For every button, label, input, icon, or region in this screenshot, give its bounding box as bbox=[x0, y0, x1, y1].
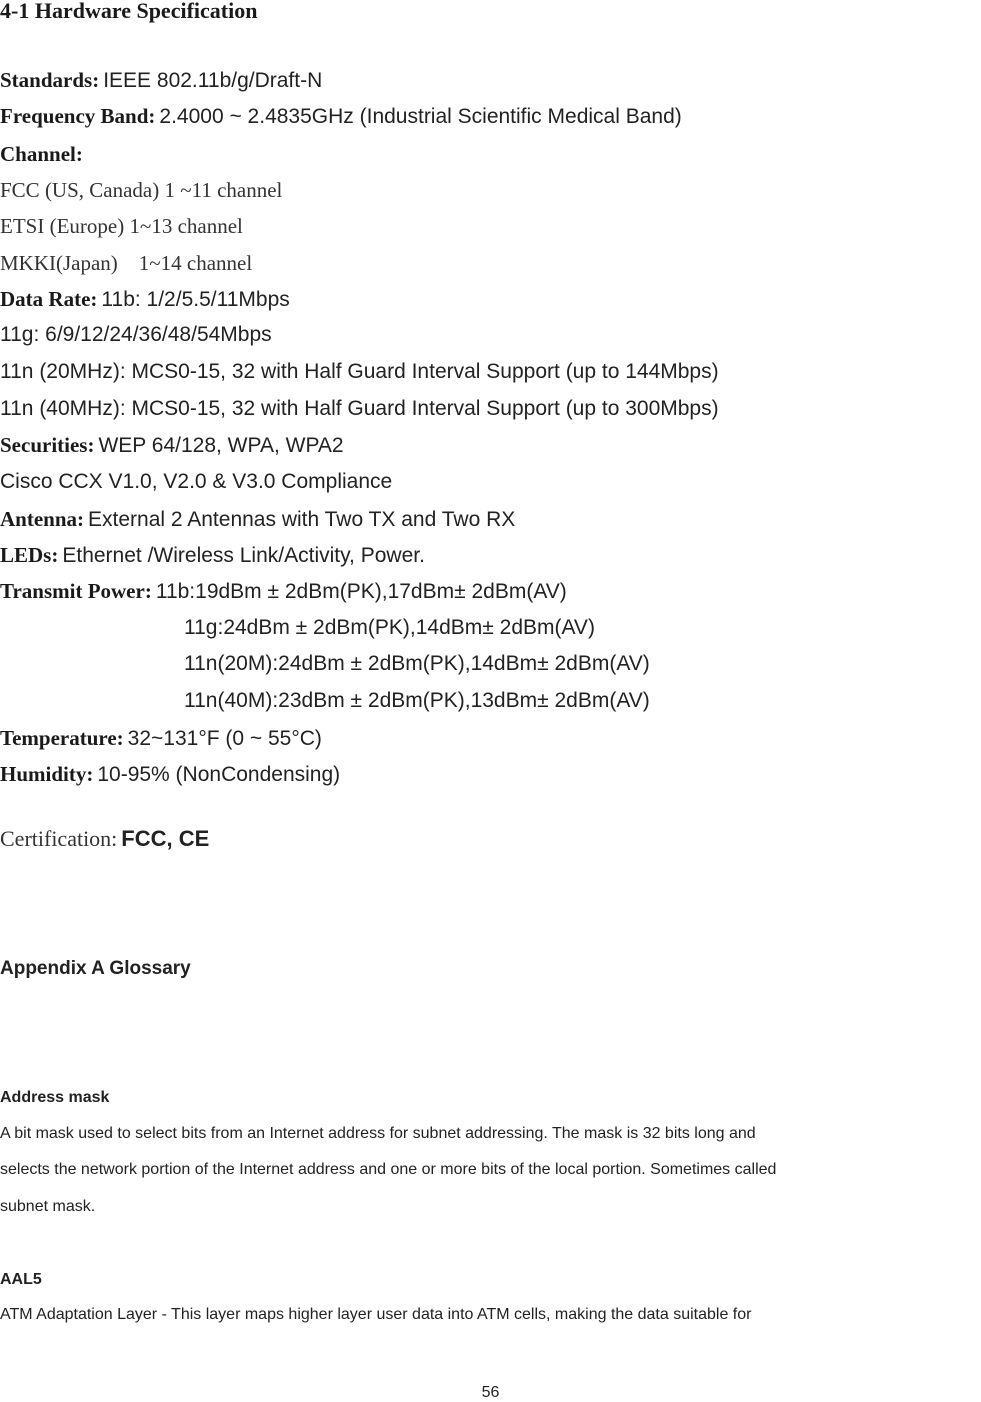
spec-value: 2.4000 ~ 2.4835GHz (Industrial Scientific Medical Band) bbox=[159, 105, 682, 128]
glossary-definition-line: selects the network portion of the Internet address and one or more bits of the local portion. Sometimes called bbox=[0, 1161, 777, 1178]
page-number: 56 bbox=[481, 1384, 500, 1401]
spec-value: 10-95% (NonCondensing) bbox=[97, 763, 341, 786]
spec-antenna bbox=[0, 507, 515, 532]
spec-humidity bbox=[0, 762, 340, 787]
channel-line: FCC (US, Canada) 1 ~11 channel bbox=[0, 178, 283, 202]
data-rate-line: 11n (20MHz): MCS0-15, 32 with Half Guard Interval Support (up to 144Mbps) bbox=[0, 360, 719, 383]
spec-label: Certification: bbox=[0, 826, 118, 851]
spec-value: Ethernet /Wireless Link/Activity, Power. bbox=[62, 544, 425, 567]
glossary-definition-line: ATM Adaptation Layer - This layer maps higher layer user data into ATM cells, making the data suitable for bbox=[0, 1306, 752, 1323]
spec-value: 11b:19dBm ± 2dBm(PK),17dBm± 2dBm(AV) bbox=[155, 580, 567, 603]
glossary-definition-line: A bit mask used to select bits from an Internet address for subnet addressing. The mask is 32 bits long and bbox=[0, 1125, 756, 1142]
spec-temperature bbox=[0, 726, 322, 751]
transmit-power-line: 11n(20M):24dBm ± 2dBm(PK),14dBm± 2dBm(AV) bbox=[184, 652, 650, 675]
spec-value: External 2 Antennas with Two TX and Two RX bbox=[88, 508, 516, 531]
spec-value: IEEE 802.11b/g/Draft-N bbox=[103, 69, 323, 92]
spec-standards bbox=[0, 68, 322, 93]
spec-label: Transmit Power: bbox=[0, 579, 152, 603]
spec-label: Temperature: bbox=[0, 726, 124, 750]
channel-line: ETSI (Europe) 1~13 channel bbox=[0, 214, 243, 238]
glossary-term: Address mask bbox=[0, 1089, 110, 1106]
spec-value: WEP 64/128, WPA, WPA2 bbox=[98, 434, 344, 457]
data-rate-line: 11g: 6/9/12/24/36/48/54Mbps bbox=[0, 323, 272, 346]
glossary-title: Appendix A Glossary bbox=[0, 958, 191, 979]
spec-label: Standards: bbox=[0, 68, 100, 92]
section-title: 4-1 Hardware Specification bbox=[0, 0, 258, 23]
spec-securities bbox=[0, 433, 344, 458]
spec-label: Securities: bbox=[0, 433, 95, 457]
spec-label: Data Rate: bbox=[0, 287, 98, 311]
spec-value: 11b: 1/2/5.5/11Mbps bbox=[101, 288, 290, 311]
spec-certification bbox=[0, 826, 209, 852]
spec-value: FCC, CE bbox=[121, 826, 210, 851]
transmit-power-line: 11n(40M):23dBm ± 2dBm(PK),13dBm± 2dBm(AV) bbox=[184, 689, 650, 712]
data-rate-line: 11n (40MHz): MCS0-15, 32 with Half Guard Interval Support (up to 300Mbps) bbox=[0, 397, 719, 420]
glossary-term: AAL5 bbox=[0, 1271, 42, 1288]
spec-channel-label: Channel: bbox=[0, 142, 83, 166]
transmit-power-line: 11g:24dBm ± 2dBm(PK),14dBm± 2dBm(AV) bbox=[184, 616, 595, 639]
spec-leds bbox=[0, 543, 425, 568]
spec-transmit-power bbox=[0, 579, 567, 604]
spec-data-rate bbox=[0, 287, 290, 312]
spec-value: 32~131°F (0 ~ 55°C) bbox=[127, 727, 322, 750]
securities-line: Cisco CCX V1.0, V2.0 & V3.0 Compliance bbox=[0, 470, 393, 493]
spec-label: Frequency Band: bbox=[0, 104, 156, 128]
spec-frequency-band bbox=[0, 104, 682, 129]
spec-label: LEDs: bbox=[0, 543, 59, 567]
glossary-definition-line: subnet mask. bbox=[0, 1198, 96, 1215]
spec-label: Humidity: bbox=[0, 762, 94, 786]
channel-line: MKKI(Japan) 1~14 channel bbox=[0, 251, 253, 275]
spec-label: Antenna: bbox=[0, 507, 85, 531]
